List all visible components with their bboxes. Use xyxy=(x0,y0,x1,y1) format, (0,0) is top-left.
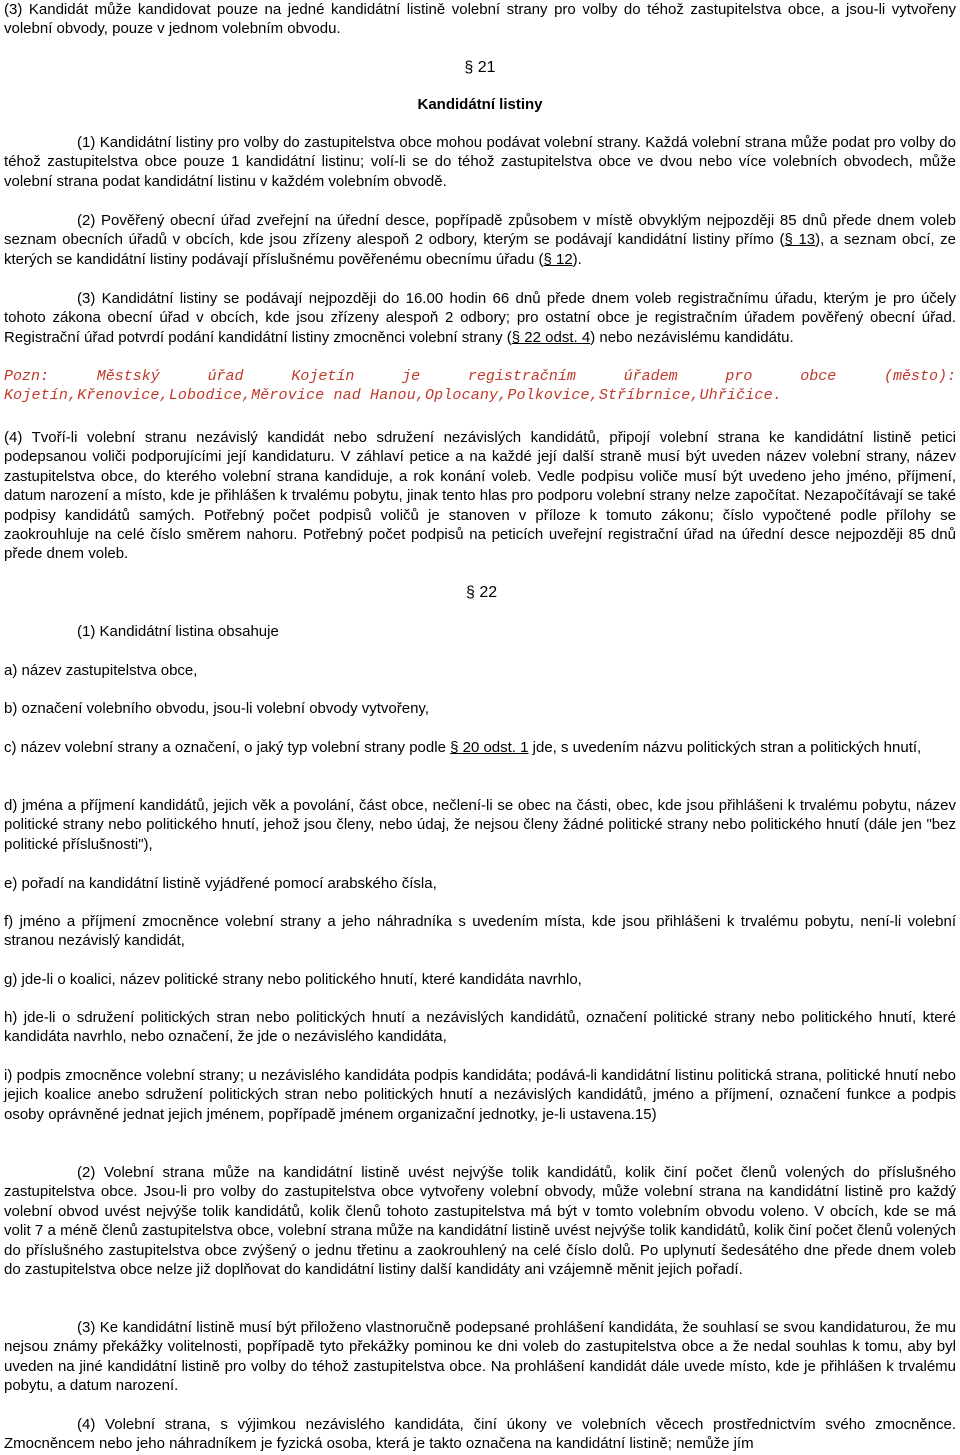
s21-p2-link-12[interactable]: § 12 xyxy=(543,250,573,268)
s21-paragraph-2 xyxy=(4,211,956,269)
s22-item-g: g) jde-li o koalici, název politické strany nebo politického hnutí, které kandidáta navrhlo, xyxy=(4,971,582,988)
s22-paragraph-3: (3) Ke kandidátní listině musí být přiloženo vlastnoručně podepsané prohlášení kandidáta, že souhlasí se svou kandidaturou, že mu nejsou známy překážky volitelnosti, popřípadě tyto překážky pominou ke dni voleb do zastupitelstva obce a že nedal souhlas k tomu, aby byl uveden na jiné kandidátní listině pro volby do téhož zastupitelstva obce. Na prohlášení kandidát dále uvede místo, kde je přihlášen k trvalému pobytu, a datum narození. xyxy=(4,1319,956,1395)
s22-c-link-20-1[interactable]: § 20 odst. 1 xyxy=(450,739,529,756)
s21-p2-text-c: ). xyxy=(572,250,582,268)
s21-p2-text-a: (2) Pověřený obecní úřad zveřejní na úřední desce, popřípadě způsobem v místě obvyklým nejpozději 85 dnů přede dnem voleb seznam obecních úřadů v obcích, kde jsou zřízeny alespoň 2 odbory, kterým se podávají kandidátní listiny přímo ( xyxy=(4,212,956,249)
s22-item-a: a) název zastupitelstva obce, xyxy=(4,662,198,679)
s22-paragraph-4: (4) Volební strana, s výjimkou nezávislého kandidáta, činí úkony ve volebních věcech prostřednictvím svého zmocněnce. Zmocněncem nebo jeho náhradníkem je fyzická osoba, která je takto označena na kandidátní listině; nemůže jím xyxy=(4,1416,956,1453)
s22-item-c xyxy=(4,738,956,757)
s22-item-i: i) podpis zmocněnce volební strany; u nezávislého kandidáta podpis kandidáta; podává-li kandidátní listinu politická strana, politické hnutí nebo jejich koalice anebo sdružení politických stran nebo politických hnutí a nezávislých kandidátů, jméno a příjmení, označení funkce a podpis osoby oprávněné jednat jejich jménem, popřípadě jménem organizační jednotky, je-li ustavena.15) xyxy=(4,1067,956,1123)
s21-p3-link-22-4[interactable]: § 22 odst. 4 xyxy=(511,328,591,346)
s20-paragraph-3: (3) Kandidát může kandidovat pouze na jedné kandidátní listině volební strany pro volby do téhož zastupitelstva obce, a jsou-li vytvořeny volební obvody, pouze v jednom volebním obvodu. xyxy=(4,1,956,38)
s21-p2-text-b: ), a seznam obcí, ze kterých se kandidátní listiny podávají příslušnému pověřenému obecnímu úřadu ( xyxy=(4,231,956,268)
note-line-1: Pozn: Městský úřad Kojetín je registračním úřadem pro obce (město): xyxy=(4,368,956,385)
section-21-number: § 21 xyxy=(464,59,496,76)
section-21-title: Kandidátní listiny xyxy=(417,96,543,113)
s22-item-e: e) pořadí na kandidátní listině vyjádřené pomocí arabského čísla, xyxy=(4,875,437,892)
s22-paragraph-2: (2) Volební strana může na kandidátní listině uvést nejvýše tolik kandidátů, kolik činí počet členů volených do příslušného zastupitelstva obce. Jsou-li pro volby do zastupitelstva obce vytvořeny volební obvody, může volební strana na kandidátní listině pro každý volební obvod uvést nejvýše tolik kandidátů, kolik členů tohoto zastupitelstva má být v tomto volebním obvodu voleno. V obcích, kde se má volit 7 a méně členů zastupitelstva obce, volební strana může na kandidátní listině uvést nejvýše tolik kandidátů, kolik činí počet členů volených do příslušného zastupitelstva obce zvýšený o jednu třetinu a zaokrouhlený na celé číslo dolů. Po uplynutí šedesátého dne přede dnem voleb do zastupitelstva obce nelze již doplňovat do kandidátní listiny další kandidáty ani vzájemně měnit jejich pořadí. xyxy=(4,1164,956,1279)
s21-paragraph-4: (4) Tvoří-li volební stranu nezávislý kandidát nebo sdružení nezávislých kandidátů, připojí volební strana ke kandidátní listině petici podepsanou voliči podporujícími její kandidaturu. V záhlaví petice a na každé její další straně musí být uveden název volební strany, název zastupitelstva obce, do kterého volební strana kandiduje, a rok konání voleb. Vedle podpisu voliče musí být uvedeno jeho jméno, příjmení, datum narození a místo, kde je přihlášen k trvalému pobytu, jinak tento hlas pro podporu volební strany nelze započítat. Nezapočítávají se také podpisy kandidátů samých. Potřebný počet podpisů voličů je stanoven v příloze k tomuto zákonu; číslo vypočtené podle přílohy se zaokrouhluje na celé číslo směrem nahoru. Potřebný počet podpisů na peticích uveřejní registrační úřad na úřední desce nejpozději 85 dnů přede dnem voleb. xyxy=(4,429,956,563)
s22-item-f: f) jméno a příjmení zmocněnce volební strany a jeho náhradníka s uvedením místa, kde jsou přihlášeni k trvalému pobytu, není-li volební stranou nezávislý kandidát, xyxy=(4,913,956,950)
s22-item-d: d) jména a příjmení kandidátů, jejich věk a povolání, část obce, nečlení-li se obec na části, obec, kde jsou přihlášeni k trvalému pobytu, název politické strany nebo politického hnutí, jehož jsou členy, nebo údaj, že nejsou členy žádné politické strany nebo politického hnutí (dále jen "bez politické příslušnosti"), xyxy=(4,797,956,853)
note-line-2: Kojetín,Křenovice,Lobodice,Měrovice nad Hanou,Oplocany,Polkovice,Stříbrnice,Uhřičice. xyxy=(4,387,782,404)
s22-c-text-b: jde, s uvedením názvu politických stran a politických hnutí, xyxy=(528,739,922,756)
section-22-number: § 22 xyxy=(466,584,498,601)
s22-item-h: h) jde-li o sdružení politických stran nebo politických hnutí a nezávislých kandidátů, označení politické strany nebo politického hnutí, které kandidáta navrhlo, nebo označení, že jde o nezávislého kandidáta, xyxy=(4,1009,956,1046)
s22-c-text-a: c) název volební strany a označení, o jaký typ volební strany podle xyxy=(4,739,451,756)
s22-item-b: b) označení volebního obvodu, jsou-li volební obvody vytvořeny, xyxy=(4,700,429,717)
s21-paragraph-3 xyxy=(4,289,956,347)
s21-p2-link-13[interactable]: § 13 xyxy=(784,231,816,249)
s21-p3-text-a: (3) Kandidátní listiny se podávají nejpozději do 16.00 hodin 66 dnů přede dnem voleb registračnímu úřadu, kterým je pro účely tohoto zákona obecní úřad v obcích, kde jsou zřízeny alespoň 2 odbory; pro ostatní obce je registračním úřadem pověřený obecní úřad. Registrační úřad potvrdí podání kandidátní listiny zmocněnci volební strany ( xyxy=(4,290,956,346)
s22-paragraph-1-intro: (1) Kandidátní listina obsahuje xyxy=(77,623,279,640)
s21-paragraph-1: (1) Kandidátní listiny pro volby do zastupitelstva obce mohou podávat volební strany. Každá volební strana může podat pro volby do téhož zastupitelstva obce pouze 1 kandidátní listinu; volí-li se do téhož zastupitelstva obce ve dvou nebo více volebních obvodech, může volební strana podat kandidátní listinu v každém volebním obvodě. xyxy=(4,134,956,190)
s21-p3-text-b: ) nebo nezávislému kandidátu. xyxy=(590,328,794,346)
